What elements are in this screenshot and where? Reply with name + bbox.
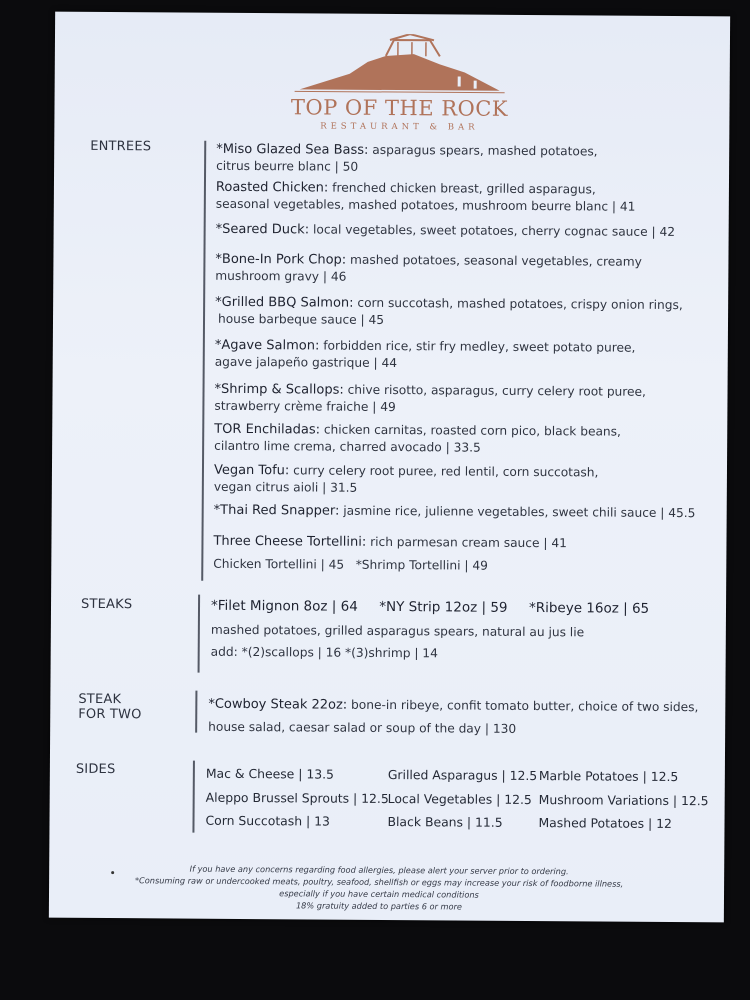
steak-for-two-divider <box>195 691 197 733</box>
entree-item <box>214 421 621 457</box>
section-label-steaks: STEAKS <box>80 596 133 613</box>
entree-name: Three Cheese Tortellini: <box>213 533 367 550</box>
side-item: Local Vegetables | 12.5 <box>387 790 532 808</box>
steak-for-two-label-2: FOR TWO <box>78 706 142 723</box>
steaks-addons: add: *(2)scallops | 16 *(3)shrimp | 14 <box>210 644 438 661</box>
side-item: Marble Potatoes | 12.5 <box>538 768 679 785</box>
entree-desc-2: agave jalapeño gastrique | 44 <box>214 354 398 371</box>
restaurant-logo <box>269 33 530 133</box>
side-item: Mashed Potatoes | 12 <box>538 815 672 831</box>
side-item: Aleppo Brussel Sprouts | 12.5 <box>205 789 389 807</box>
entree-item <box>214 462 599 498</box>
sides-divider <box>192 761 195 833</box>
entree-desc: forbidden rice, stir fry medley, sweet potato puree, <box>323 338 636 355</box>
side-item: Grilled Asparagus | 12.5 <box>387 766 538 784</box>
steaks-cuts: *Filet Mignon 8oz | 64 *NY Strip 12oz | 59 *Ribeye 16oz | 65 <box>210 597 650 617</box>
entree-name: *Miso Glazed Sea Bass: <box>216 141 369 158</box>
entree-desc: chicken carnitas, roasted corn pico, black beans, <box>323 422 621 439</box>
entree-name: *Agave Salmon: <box>214 337 320 354</box>
side-item: Mushroom Variations | 12.5 <box>538 792 709 809</box>
footer-line-4: 18% gratuity added to parties 6 or more <box>295 900 462 912</box>
entree-desc-2: mushroom gravy | 46 <box>215 268 347 284</box>
section-label-steak-for-two <box>78 692 142 722</box>
entree-desc: chive risotto, asparagus, curry celery root puree, <box>347 382 646 399</box>
steak-for-two-desc: bone-in ribeye, confit tomato butter, choice of two sides, <box>351 697 699 715</box>
footer-line-2: *Consuming raw or undercooked meats, poultry, seafood, shellfish or eggs may increase your risk of foodborne illness, <box>134 875 624 889</box>
entree-name: TOR Enchiladas: <box>214 421 321 438</box>
entree-item <box>215 294 683 330</box>
entree-item <box>215 251 642 287</box>
menu-sheet <box>49 12 730 923</box>
steak-for-two-label-1: STEAK <box>78 691 122 708</box>
entree-name: *Shrimp & Scallops: <box>214 381 344 398</box>
entree-desc-2: Chicken Tortellini | 45 *Shrimp Tortellini | 49 <box>213 556 488 573</box>
entrees-divider <box>201 141 206 581</box>
entree-desc-2: cilantro lime crema, charred avocado | 33.5 <box>214 438 481 455</box>
logo-subtitle: RESTAURANT & BAR <box>320 121 479 133</box>
entree-desc: jasmine rice, julienne vegetables, sweet chili sauce | 45.5 <box>343 503 696 521</box>
entree-name: *Bone-In Pork Chop: <box>215 251 347 268</box>
steak-for-two-item <box>208 693 698 741</box>
entree-desc: frenched chicken breast, grilled asparagus, <box>332 180 596 197</box>
entree-item <box>213 530 567 578</box>
entree-desc: corn succotash, mashed potatoes, crispy onion rings, <box>357 295 683 313</box>
footer-line-3: especially if you have certain medical conditions <box>279 888 479 900</box>
entree-item <box>215 337 636 373</box>
entree-desc: asparagus spears, mashed potatoes, <box>372 142 598 159</box>
entree-name: Vegan Tofu: <box>213 462 290 479</box>
steaks-sides: mashed potatoes, grilled asparagus spears, natural au jus lie <box>210 622 585 640</box>
entree-desc-2: strawberry crème fraiche | 49 <box>214 398 396 415</box>
entree-name: Roasted Chicken: <box>215 179 329 196</box>
steak-for-two-desc-2: house salad, caesar salad or soup of the day | 130 <box>208 719 517 736</box>
entree-desc: mashed potatoes, seasonal vegetables, creamy <box>350 252 642 269</box>
entree-desc: curry celery root puree, red lentil, corn succotash, <box>293 463 599 480</box>
entree-item <box>216 141 598 177</box>
side-item: Black Beans | 11.5 <box>387 813 503 830</box>
entree-name: *Seared Duck: <box>215 221 310 238</box>
entree-desc: local vegetables, sweet potatoes, cherry cognac sauce | 42 <box>312 222 676 239</box>
entree-item <box>214 381 646 417</box>
entree-desc-2: house barbeque sauce | 45 <box>217 311 385 327</box>
entree-desc: rich parmesan cream sauce | 41 <box>370 534 567 551</box>
section-label-entrees: ENTREES <box>90 138 152 155</box>
steak-for-two-name: *Cowboy Steak 22oz: <box>208 696 348 713</box>
logo-title: TOP OF THE ROCK <box>290 95 509 121</box>
footer-line-1: If you have any concerns regarding food allergies, please alert your server prior to ordering. <box>189 863 569 877</box>
allergy-notice <box>79 862 679 914</box>
entree-desc-2: citrus beurre blanc | 50 <box>216 158 359 174</box>
entree-desc-2: seasonal vegetables, mashed potatoes, mushroom beurre blanc | 41 <box>215 196 636 214</box>
steaks-divider <box>198 595 201 673</box>
entree-item <box>214 502 696 522</box>
side-item: Corn Succotash | 13 <box>205 812 330 829</box>
mountain-logo-icon <box>290 33 510 97</box>
entree-item <box>216 179 636 215</box>
section-label-sides: SIDES <box>75 761 116 778</box>
entree-name: *Thai Red Snapper: <box>213 502 340 519</box>
entree-name: *Grilled BBQ Salmon: <box>215 294 354 311</box>
entree-desc-2: vegan citrus aioli | 31.5 <box>213 479 358 495</box>
side-item: Mac & Cheese | 13.5 <box>205 765 335 782</box>
entree-item <box>216 221 675 241</box>
